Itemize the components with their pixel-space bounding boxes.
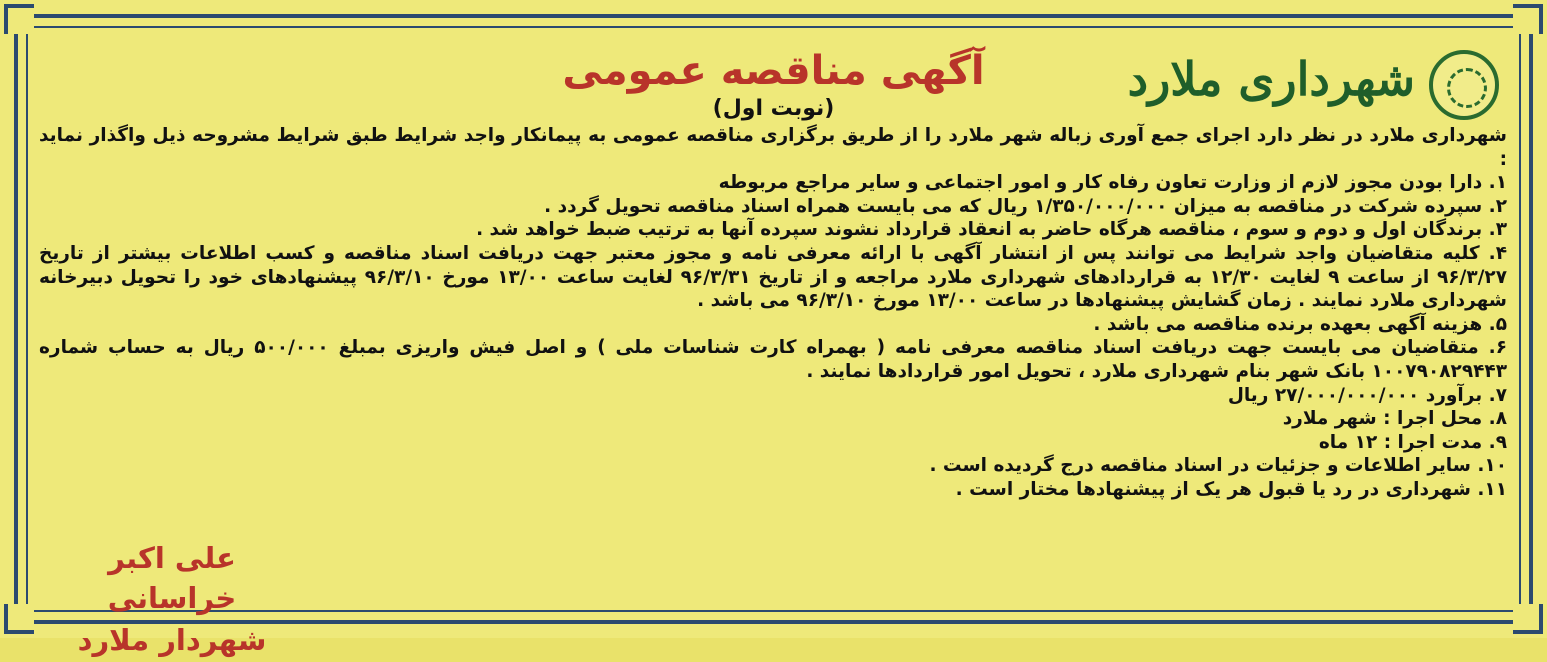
condition-item: ۲. سپرده شرکت در مناقصه به میزان ۱/۳۵۰/۰۰۰/۰۰۰ ریال که می بایست همراه اسناد مناقصه تحویل گردد . (544, 195, 1507, 217)
corner-ornament-bottom-left (4, 604, 34, 634)
notice-body (39, 124, 1507, 502)
condition-item: ۱۱. شهرداری در رد یا قبول هر یک از پیشنهادها مختار است . (955, 478, 1507, 500)
condition-item: ۱۰. سایر اطلاعات و جزئیات در اسناد مناقصه درج گردیده است . (929, 455, 1507, 477)
intro-paragraph: شهرداری ملارد در نظر دارد اجرای جمع آوری زباله شهر ملارد را از طریق برگزاری مناقصه عمومی به پیمانکار واجد شرایط طبق شرایط مشروحه ذیل واگذار نماید : (39, 125, 1507, 170)
condition-item: ۶. متقاضیان می بایست جهت دریافت اسناد مناقصه معرفی نامه ( بهمراه کارت شناسات ملی ) و اصل فیش واریزی بمبلغ ۵۰۰/۰۰۰ ریال به حساب شماره ۱۰۰۷۹۰۸۲۹۴۴۳ بانک شهر بنام شهرداری ملارد ، تحویل امور قراردادها نمایند . (39, 337, 1507, 382)
condition-item: ۱. دارا بودن مجوز لازم از وزارت تعاون رفاه کار و امور اجتماعی و سایر مراجع مربوطه (718, 172, 1507, 194)
condition-item: ۴. کلیه متقاضیان واجد شرایط می توانند پس از انتشار آگهی با ارائه معرفی نامه و مجوز معتبر جهت دریافت اسناد مناقصه و کسب اطلاعات بیشتر از تاریخ ۹۶/۳/۲۷ از ساعت ۹ لغایت ۱۲/۳۰ به قراردادهای شهرداری ملارد مراجعه و از تاریخ ۹۶/۳/۳۱ لغایت ساعت ۱۳/۰۰ مورخ ۹۶/۳/۱۰ پیشنهادهای خود را تحویل دبیرخانه شهرداری ملارد نمایند . زمان گشایش پیشنهادها در ساعت ۱۳/۰۰ مورخ ۹۶/۳/۱۰ می باشد . (39, 242, 1507, 312)
notice-subtitle: (نوبت اول) (712, 96, 835, 121)
signature-block (42, 538, 302, 662)
notice-content (34, 30, 1513, 657)
notice-title: آگهی مناقصه عمومی (562, 48, 985, 94)
signatory-role: شهردار ملارد (77, 623, 267, 657)
condition-item: ۸. محل اجرا : شهر ملارد (1282, 408, 1507, 430)
conditions-list (39, 171, 1507, 501)
condition-item: ۷. برآورد ۲۷/۰۰۰/۰۰۰/۰۰۰ ریال (1227, 384, 1507, 406)
corner-ornament-bottom-right (1513, 604, 1543, 634)
condition-item: ۹. مدت اجرا : ۱۲ ماه (1318, 431, 1507, 453)
signatory-name: علی اکبر خراسانی (107, 541, 237, 615)
org-name: شهرداری ملارد (1127, 52, 1415, 106)
corner-ornament-top-right (1513, 4, 1543, 34)
corner-ornament-top-left (4, 4, 34, 34)
condition-item: ۵. هزینه آگهی بعهده برنده مناقصه می باشد . (1093, 313, 1507, 335)
condition-item: ۳. برندگان اول و دوم و سوم ، مناقصه هرگاه حاضر به انعقاد قرارداد نشوند سپرده آنها به ترتیب ضبط خواهد شد . (476, 219, 1507, 241)
